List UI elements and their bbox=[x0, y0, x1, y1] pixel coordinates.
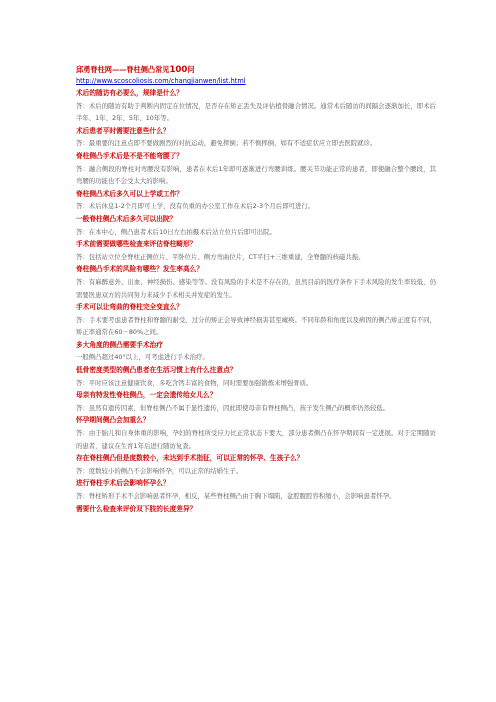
qa-item bbox=[76, 213, 436, 238]
question-heading: 一般脊柱侧凸术后多久可以出院？ bbox=[76, 214, 177, 223]
qa-item bbox=[76, 263, 436, 301]
question-heading: 脊柱侧凸手术的风险有哪些？发生率高么？ bbox=[76, 265, 204, 274]
source-link[interactable]: http://www.scoscoliosis.com/changjianwen/list.html bbox=[76, 77, 246, 85]
title-suffix: 问 bbox=[187, 65, 195, 74]
question-heading: 低骨密度类型的侧凸患者在生活习惯上有什么注意点？ bbox=[76, 366, 237, 375]
question-heading: 怀孕期间侧凸会加重么？ bbox=[76, 416, 150, 425]
question-heading: 进行脊柱手术后会影响怀孕么？ bbox=[76, 479, 170, 488]
qa-list bbox=[76, 87, 436, 515]
answer-text: 答：术后休息1-2个月即可上学，没有负重的办公室工作在术后2-3个月后即可进行。 bbox=[76, 202, 315, 211]
title-number: 100 bbox=[169, 65, 188, 75]
qa-item bbox=[76, 477, 436, 502]
answer-text: 答：手术要考虑患者脊柱和脊髓的耐受，过分的矫正会导致神经损害甚至瘫痪。不同年龄和角度以及病因的侧凸矫正度有不同，矫正率通常在60－80%之间。 bbox=[76, 315, 436, 337]
question-heading: 脊柱侧凸术后多久可以上学或工作？ bbox=[76, 189, 183, 198]
qa-item bbox=[76, 414, 436, 452]
question-heading: 术后的随访有必要么，规律是什么？ bbox=[76, 89, 183, 97]
title-prefix: 邱勇脊柱网——脊柱侧凸常见 bbox=[76, 65, 170, 74]
answer-text: 答：由于胎儿和自身体重的影响，孕妇的脊柱所受应力比正常状态下要大，部分患者侧凸在怀孕期间有一定进展。对于定期随访的患者，建议在生育1年后进行随访复查。 bbox=[76, 429, 436, 450]
answer-text: 一般侧凸超过40°以上，可考虑进行手术治疗。 bbox=[76, 353, 209, 362]
document-title bbox=[76, 64, 436, 76]
qa-item bbox=[76, 389, 436, 414]
question-heading: 脊柱侧凸手术后是不是不能弯腰了？ bbox=[76, 151, 183, 160]
qa-item bbox=[76, 87, 436, 125]
qa-item bbox=[76, 301, 436, 339]
question-heading: 术后患者平时需要注意些什么？ bbox=[76, 126, 170, 135]
answer-text: 答：融合侧段的脊柱对弯腰没有影响，患者在术后1年即可逐渐进行弯腰训练。腰关节功能正常的患者，即使融合整个腰段，其弯腰的功能也不会受太大的影响。 bbox=[76, 164, 436, 186]
question-heading: 需要什么检查来评价双下肢的长度差异？ bbox=[76, 504, 197, 513]
qa-item bbox=[76, 452, 436, 477]
answer-text: 答：术后的随访有助于判断内固定在位情况，是否存在矫正丢失及评估植骨融合情况。通常术后随访的间隔会逐渐加长，即术后半年、1年、2年、5年、10年等。 bbox=[76, 101, 436, 123]
document-page bbox=[76, 64, 436, 515]
question-heading: 存在脊柱侧凸但是度数较小，未达到手术指征，可以正常的怀孕、生孩子么？ bbox=[76, 454, 304, 463]
answer-text: 答：在本中心，侧凸患者术后10日左右拍摄术后站立位片后即可出院。 bbox=[76, 227, 276, 236]
qa-item bbox=[76, 364, 436, 389]
answer-text: 答：度数较小的侧凸不会影响怀孕，可以正常的结婚生子。 bbox=[76, 466, 243, 475]
answer-text: 答：脊柱矫形手术不会影响患者怀孕，相反，某些脊柱侧凸由于胸下塌陷，盆腔腹腔容积缩小，会影响患者怀孕。 bbox=[76, 492, 396, 500]
question-heading: 母亲有特发性脊柱侧凸，一定会遗传给女儿么？ bbox=[76, 391, 217, 400]
qa-item bbox=[76, 150, 436, 188]
qa-item bbox=[76, 339, 436, 364]
answer-text: 答：平时应该注意健康饮食，多吃含钙丰富的食物，同时需要加强锻炼来增强骨质。 bbox=[76, 378, 313, 387]
qa-item bbox=[76, 188, 436, 213]
qa-item bbox=[76, 503, 436, 516]
answer-text: 答：包括站立位全脊柱正侧位片、平卧位片、侧方弯曲位片，CT平扫+三维重建，全脊髓的核磁共振。 bbox=[76, 252, 365, 261]
question-heading: 多大角度的侧凸需要手术治疗 bbox=[76, 340, 163, 349]
answer-text: 答：虽然有遗传因素，但脊柱侧凸不属于显性遗传，因此即使母亲有脊柱侧凸，孩子发生侧凸的概率仍然较低。 bbox=[76, 403, 390, 412]
answer-text: 答：最重要的注意点即不要做剧烈的对抗运动，避免摔倒；若不慎摔倒，如有不适症状应立即去医院就诊。 bbox=[76, 139, 377, 148]
question-heading: 手术前需要做哪些检查来评估脊柱畸形？ bbox=[76, 240, 197, 249]
answer-text: 答：有麻醉意外、出血、神经损伤、感染等等。没有风险的手术是不存在的，虽然目前的医疗条件下手术风险的发生率较低，仍需要医患双方的共同努力来减少手术相关并发症的发生。 bbox=[76, 277, 436, 299]
qa-item bbox=[76, 125, 436, 150]
qa-item bbox=[76, 238, 436, 263]
question-heading: 手术可以让弯曲的脊柱完全变直么？ bbox=[76, 303, 183, 312]
